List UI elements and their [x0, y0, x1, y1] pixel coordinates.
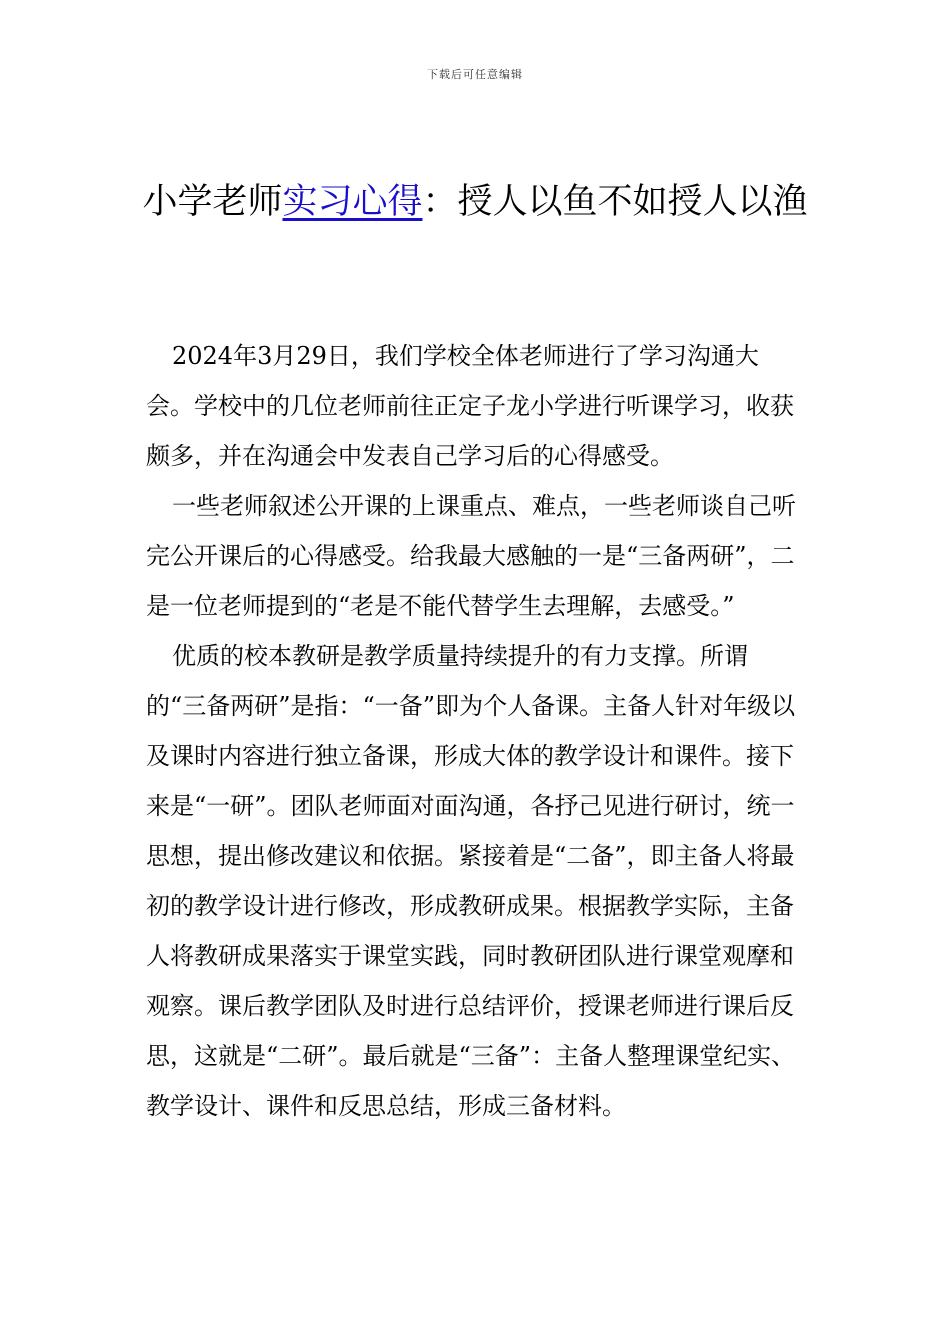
article-body — [146, 331, 806, 1131]
paragraph-3: 优质的校本教研是教学质量持续提升的有力支撑。所谓的“三备两研”是指：“一备”即为个人备课。主备人针对年级以及课时内容进行独立备课，形成大体的教学设计和课件。接下来是“一研”。团队老师面对面沟通，各抒己见进行研讨，统一思想，提出修改建议和依据。紧接着是“二备”，即主备人将最初的教学设计进行修改，形成教研成果。根据教学实际，主备人将教研成果落实于课堂实践，同时教研团队进行课堂观摩和观察。课后教学团队及时进行总结评价，授课老师进行课后反思，这就是“二研”。最后就是“三备”：主备人整理课堂纪实、教学设计、课件和反思总结，形成三备材料。 — [146, 642, 796, 1120]
paragraph-1: 2024年3月29日，我们学校全体老师进行了学习沟通大会。学校中的几位老师前往正定子龙小学进行听课学习，收获颇多，并在沟通会中发表自己学习后的心得感受。 — [146, 342, 794, 470]
header-note: 下载后可任意编辑 — [427, 68, 523, 81]
document-title — [140, 176, 810, 228]
title-prefix: 小学老师 — [142, 182, 283, 222]
title-link[interactable]: 实习心得 — [282, 182, 423, 222]
title-suffix: ：授人以鱼不如授人以渔 — [422, 182, 808, 222]
paragraph-2: 一些老师叙述公开课的上课重点、难点，一些老师谈自己听完公开课后的心得感受。给我最大感触的一是“三备两研”，二是一位老师提到的“老是不能代替学生去理解，去感受。” — [146, 492, 796, 620]
